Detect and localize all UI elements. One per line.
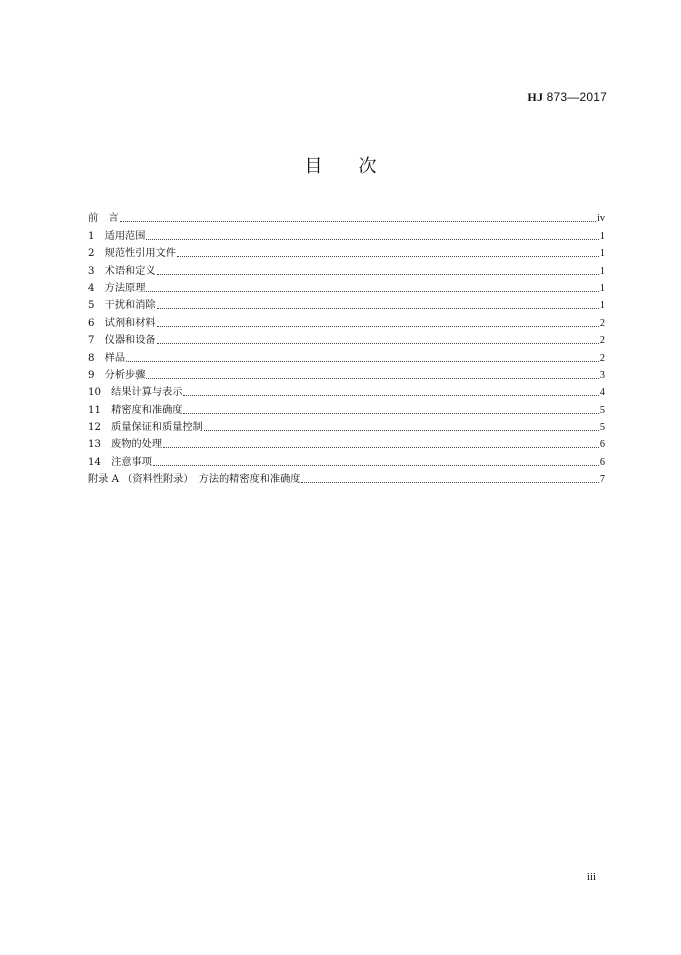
toc-entry-label: 前 言: [88, 213, 119, 225]
toc-entry-label: 2 规范性引用文件: [88, 248, 176, 260]
table-of-contents: [88, 208, 605, 486]
toc-entry-label: 附录 A （资料性附录） 方法的精密度和准确度: [88, 474, 301, 486]
dot-leader: [163, 447, 599, 448]
toc-entry-page: 2: [599, 317, 605, 329]
toc-entry-page: 5: [599, 422, 605, 434]
toc-entry-label: 12 质量保证和质量控制: [88, 422, 203, 434]
toc-entry-page: 1: [599, 265, 605, 277]
toc-entry-page: 3: [599, 369, 605, 381]
toc-entry-13[interactable]: [88, 434, 605, 451]
toc-entry-label: 5 干扰和消除: [88, 300, 156, 312]
dot-leader: [157, 274, 599, 275]
dot-leader: [146, 378, 598, 379]
dot-leader: [126, 361, 599, 362]
toc-entry-page: 6: [599, 456, 605, 468]
toc-entry-page: iv: [597, 213, 605, 225]
toc-entry-10[interactable]: [88, 382, 605, 399]
toc-entry-label: 7 仪器和设备: [88, 335, 156, 347]
toc-entry-3[interactable]: [88, 260, 605, 277]
toc-entry-foreword[interactable]: [88, 208, 605, 225]
toc-entry-12[interactable]: [88, 417, 605, 434]
toc-entry-8[interactable]: [88, 347, 605, 364]
toc-entry-label: 8 样品: [88, 352, 126, 364]
toc-entry-7[interactable]: [88, 330, 605, 347]
toc-entry-page: 1: [599, 282, 605, 294]
dot-leader: [204, 430, 599, 431]
toc-entry-label: 14 注意事项: [88, 456, 152, 468]
toc-entry-page: 1: [599, 230, 605, 242]
standard-code: [527, 90, 607, 105]
toc-entry-11[interactable]: [88, 399, 605, 416]
dot-leader: [301, 482, 598, 483]
toc-entry-label: 9 分析步骤: [88, 369, 146, 381]
toc-entry-14[interactable]: [88, 451, 605, 468]
toc-entry-page: 1: [599, 248, 605, 260]
dot-leader: [157, 326, 599, 327]
toc-entry-page: 7: [599, 474, 605, 486]
toc-entry-5[interactable]: [88, 295, 605, 312]
toc-entry-label: 10 结果计算与表示: [88, 387, 183, 399]
toc-title: 目 次: [304, 156, 377, 177]
dot-leader: [177, 256, 599, 257]
toc-entry-page: 6: [599, 439, 605, 451]
toc-entry-page: 4: [599, 387, 605, 399]
dot-leader: [183, 413, 598, 414]
dot-leader: [120, 221, 597, 222]
dot-leader: [183, 395, 598, 396]
toc-entry-2[interactable]: [88, 243, 605, 260]
toc-entry-page: 2: [599, 352, 605, 364]
toc-entry-page: 5: [599, 404, 605, 416]
dot-leader: [146, 291, 598, 292]
standard-prefix: HJ: [527, 90, 544, 104]
dot-leader: [157, 343, 599, 344]
toc-entry-4[interactable]: [88, 278, 605, 295]
toc-entry-6[interactable]: [88, 312, 605, 329]
standard-number: 873—2017: [543, 90, 607, 104]
toc-entry-label: 13 废物的处理: [88, 439, 163, 451]
toc-entry-label: 3 术语和定义: [88, 265, 156, 277]
dot-leader: [153, 465, 599, 466]
toc-entry-9[interactable]: [88, 365, 605, 382]
dot-leader: [157, 308, 599, 309]
toc-entry-label: 6 试剂和材料: [88, 317, 156, 329]
page-number: iii: [586, 871, 596, 883]
toc-entry-appendix-a[interactable]: [88, 469, 605, 486]
toc-entry-label: 4 方法原理: [88, 282, 146, 294]
toc-entry-page: 1: [599, 300, 605, 312]
dot-leader: [146, 239, 598, 240]
toc-entry-1[interactable]: [88, 225, 605, 242]
toc-entry-page: 2: [599, 335, 605, 347]
toc-entry-label: 11 精密度和准确度: [88, 404, 183, 416]
toc-entry-label: 1 适用范围: [88, 230, 146, 242]
